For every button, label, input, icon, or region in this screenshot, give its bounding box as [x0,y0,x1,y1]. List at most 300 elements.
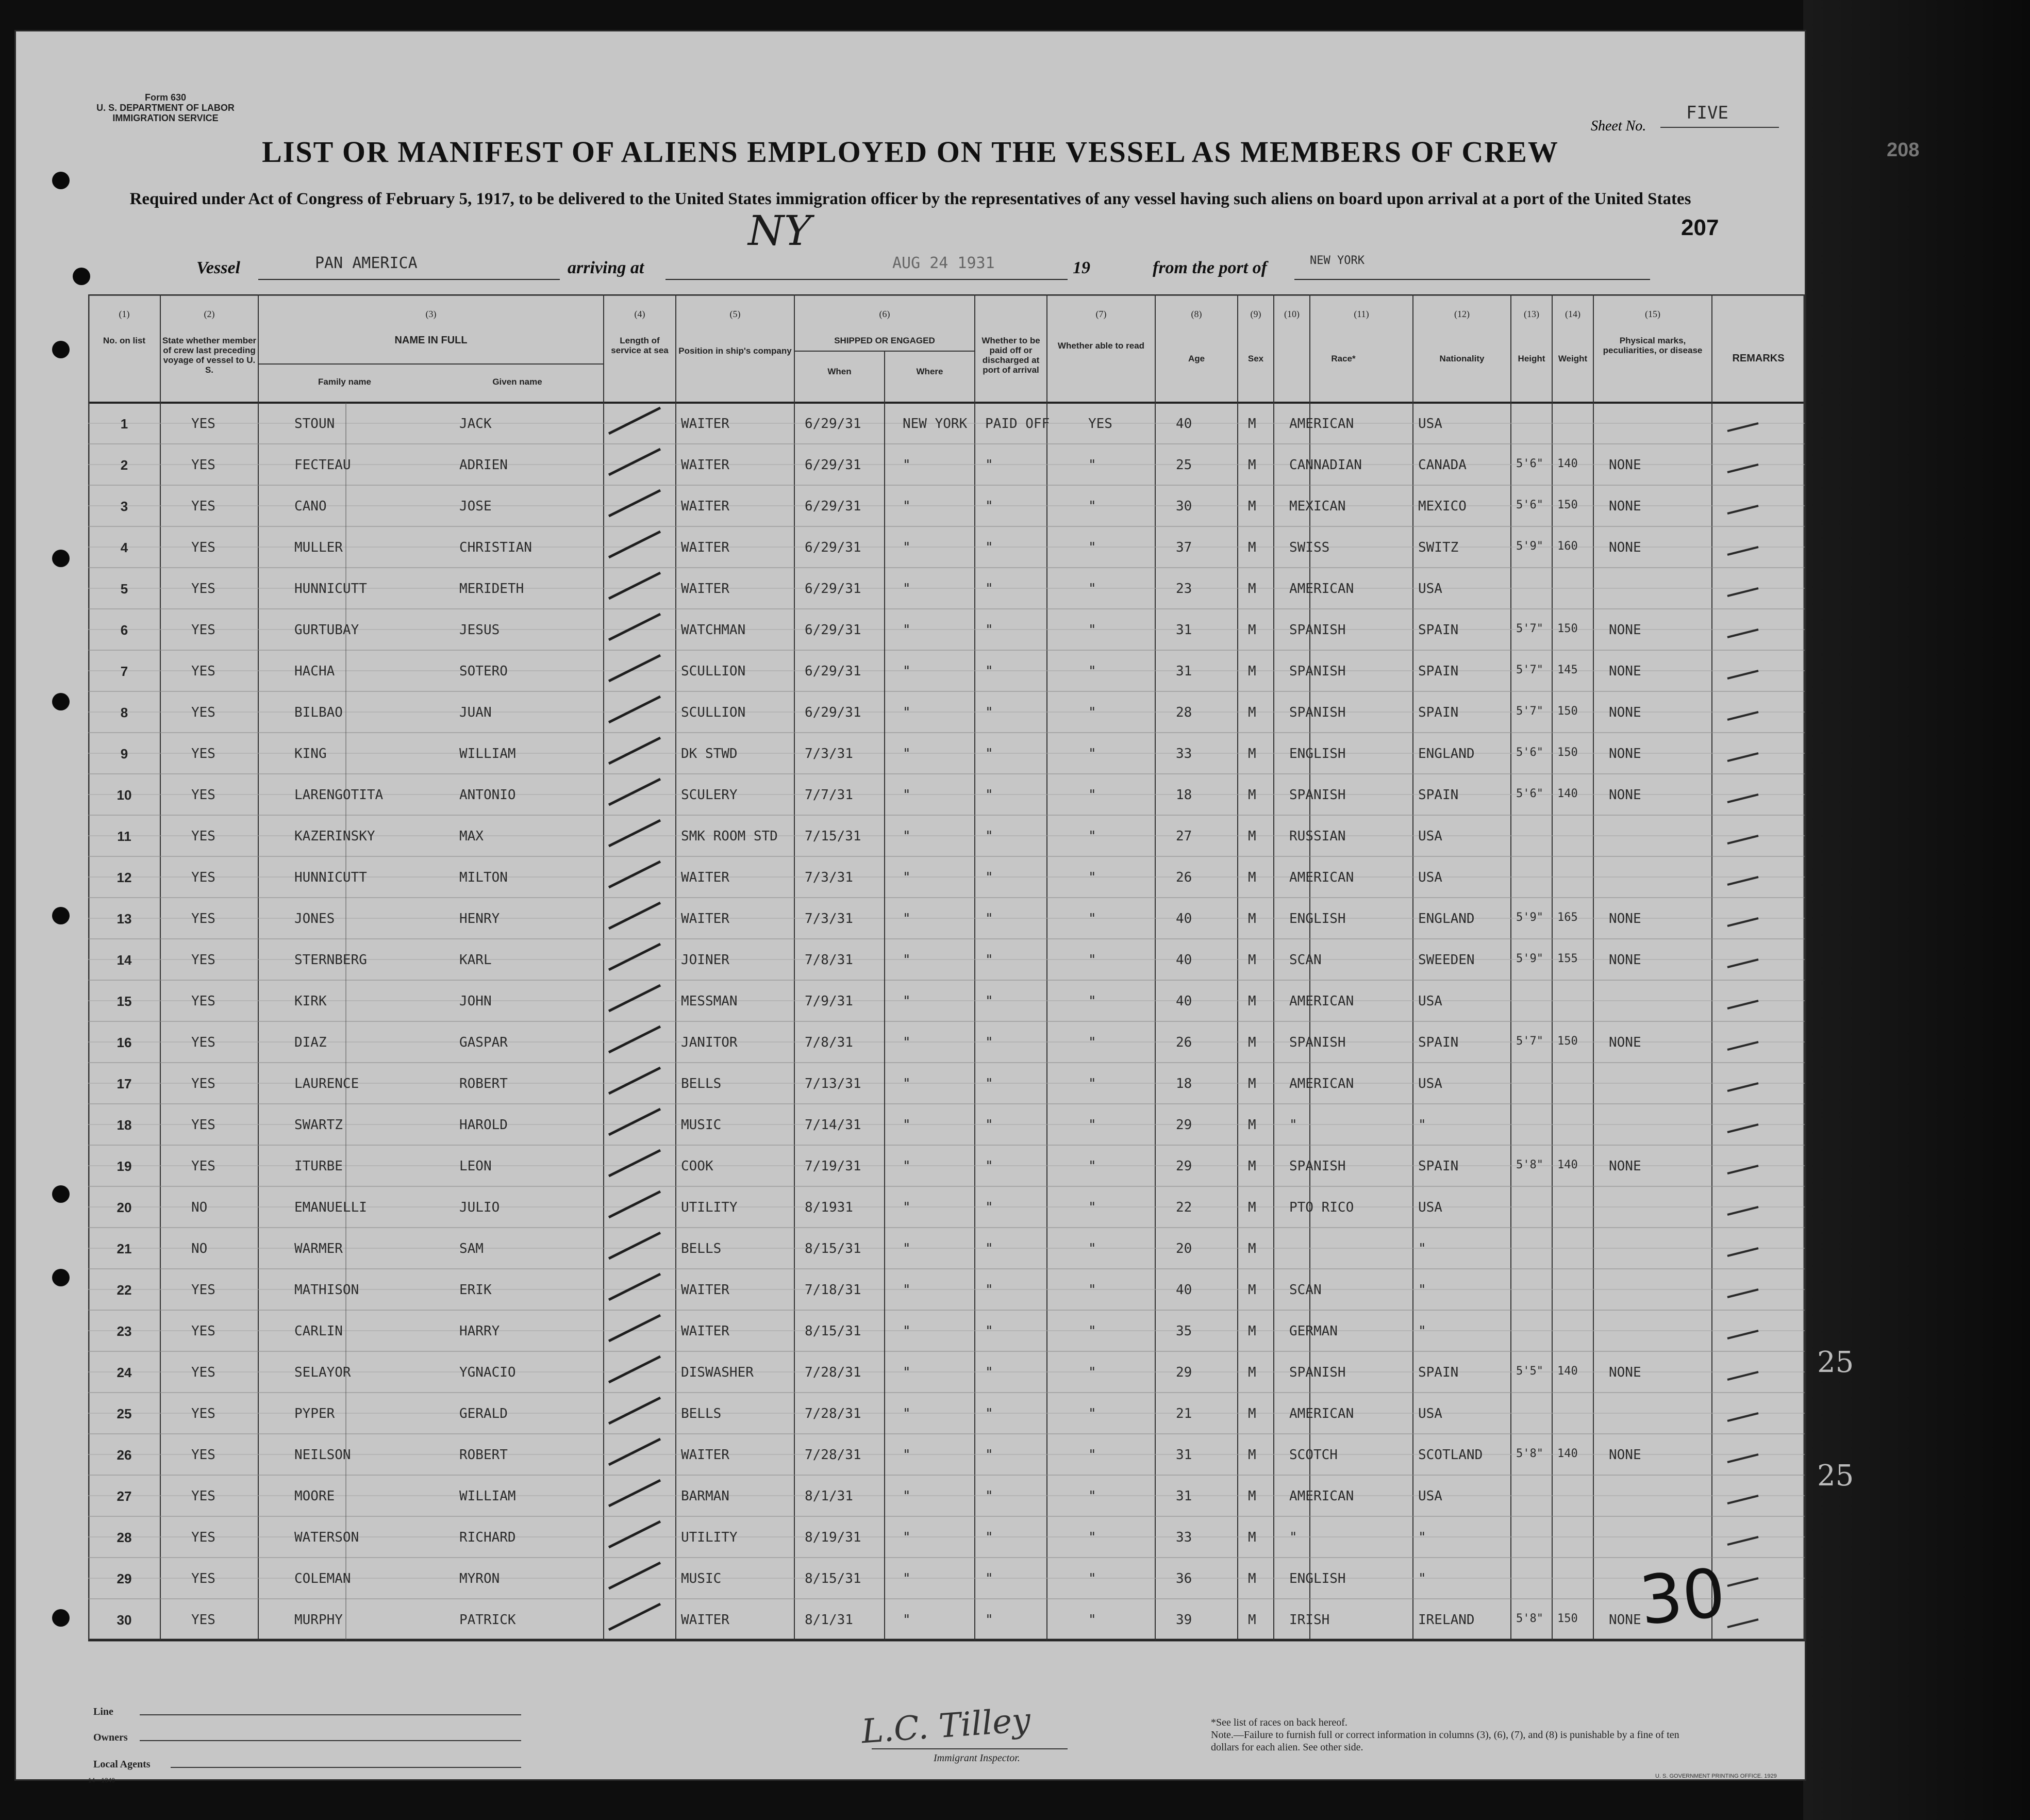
cell-given-name: HARRY [459,1323,500,1339]
check-mark [609,903,660,929]
cell-weight: 150 [1557,705,1578,718]
cell-position: UTILITY [681,1530,738,1545]
row-number: 8 [120,705,128,720]
cell-paid-off: " [985,994,993,1009]
cell-prev-voyage: YES [191,457,215,473]
row-number: 1 [120,416,128,432]
cell-nationality: USA [1418,416,1442,432]
column-number: (5) [729,309,741,319]
col-header-remarks: REMARKS [1732,353,1785,364]
cell-age: 31 [1176,664,1192,679]
check-mark [609,697,660,722]
cell-family-name: MULLER [294,540,343,555]
cell-family-name: HUNNICUTT [294,581,367,597]
cell-age: 27 [1176,829,1192,844]
cell-able-read: " [1088,1530,1096,1545]
cell-given-name: WILLIAM [459,746,516,762]
from-port-line [1294,279,1650,280]
cell-paid-off: " [985,664,993,679]
cell-weight: 150 [1557,622,1578,635]
cell-paid-off: " [985,952,993,968]
remarks-tick [1727,1372,1758,1380]
cell-sex: M [1248,1488,1256,1504]
cell-height: 5'7" [1516,1035,1543,1048]
cell-given-name: YGNACIO [459,1365,516,1380]
from-port-label: from the port of [1153,258,1267,277]
check-mark [609,820,660,846]
check-mark [609,1521,660,1547]
cell-age: 28 [1176,705,1192,720]
cell-sex: M [1248,622,1256,638]
cell-nationality: USA [1418,581,1442,597]
arriving-value: NY [748,207,811,255]
row-number: 9 [120,746,128,762]
line-label: Line [93,1706,113,1717]
row-number: 26 [117,1447,132,1463]
cell-family-name: KIRK [294,994,327,1009]
cell-age: 29 [1176,1365,1192,1380]
cell-nationality: SWITZ [1418,540,1459,555]
cell-given-name: KARL [459,952,492,968]
cell-given-name: WILLIAM [459,1488,516,1504]
row-number: 15 [117,994,132,1009]
margin-mark-2: 25 [1817,1459,1854,1493]
column-number: (6) [879,309,890,319]
cell-race: SPANISH [1289,1159,1346,1174]
cell-race: RUSSIAN [1289,829,1346,844]
cell-when: 7/9/31 [805,994,853,1009]
cell-age: 30 [1176,499,1192,514]
cell-prev-voyage: YES [191,746,215,762]
punch-hole [52,1269,70,1286]
check-mark [609,779,660,805]
cell-when: 6/29/31 [805,499,861,514]
cell-family-name: DIAZ [294,1035,327,1050]
cell-sex: M [1248,829,1256,844]
cell-sex: M [1248,746,1256,762]
check-mark [609,655,660,681]
cell-race: AMERICAN [1289,581,1354,597]
cell-age: 33 [1176,746,1192,762]
cell-able-read: YES [1088,416,1112,432]
row-number: 24 [117,1365,132,1380]
cell-where: " [903,499,911,514]
check-mark [609,614,660,640]
cell-position: UTILITY [681,1200,738,1215]
stamp-number: 208 [1887,139,1920,161]
cell-prev-voyage: YES [191,787,215,803]
cell-able-read: " [1088,829,1096,844]
cell-given-name: SOTERO [459,664,508,679]
cell-paid-off: " [985,457,993,473]
row-number: 3 [120,499,128,514]
cell-where: " [903,705,911,720]
row-number: 4 [120,540,128,555]
cell-able-read: " [1088,1282,1096,1298]
cell-paid-off: " [985,1323,993,1339]
cell-paid-off: " [985,1159,993,1174]
row-number: 27 [117,1488,132,1504]
col-header-height: Height [1518,354,1545,363]
cell-nationality: " [1418,1282,1426,1298]
cell-where: " [903,1447,911,1463]
page-number: 207 [1681,215,1719,240]
cell-given-name: JUAN [459,705,492,720]
cell-where: " [903,1241,911,1256]
cell-prev-voyage: NO [191,1241,208,1256]
cell-position: WAITER [681,1323,729,1339]
cell-given-name: MERIDETH [459,581,524,597]
cell-position: WAITER [681,540,729,555]
cell-where: " [903,581,911,597]
cell-able-read: " [1088,1612,1096,1628]
cell-race: CANNADIAN [1289,457,1362,473]
remarks-tick [1727,1289,1758,1297]
cell-prev-voyage: YES [191,911,215,926]
cell-when: 8/15/31 [805,1241,861,1256]
vessel-label: Vessel [196,258,240,277]
cell-where: " [903,664,911,679]
punch-hole [52,341,70,358]
cell-family-name: NEILSON [294,1447,351,1463]
cell-height: 5'8" [1516,1447,1543,1460]
column-number: (12) [1454,309,1470,319]
cell-able-read: " [1088,911,1096,926]
sheet-no-label: Sheet No. [1591,118,1646,134]
remarks-tick [1727,1331,1758,1338]
cell-when: 6/29/31 [805,581,861,597]
check-mark [609,1068,660,1094]
cell-position: JANITOR [681,1035,738,1050]
column-number: (13) [1524,309,1539,319]
cell-paid-off: " [985,829,993,844]
cell-given-name: GASPAR [459,1035,508,1050]
row-number: 10 [117,787,132,803]
cell-race: ENGLISH [1289,911,1346,926]
cell-when: 6/29/31 [805,416,861,432]
column-number: (3) [425,309,437,319]
cell-given-name: ADRIEN [459,457,508,473]
owners-field [140,1740,521,1741]
cell-sex: M [1248,1612,1256,1628]
form-header [73,92,258,123]
cell-nationality: USA [1418,1076,1442,1091]
cell-family-name: JONES [294,911,335,926]
agents-label: Local Agents [93,1759,151,1770]
row-number: 11 [117,829,131,844]
cell-when: 7/3/31 [805,870,853,885]
cell-race: SPANISH [1289,705,1346,720]
cell-prev-voyage: NO [191,1200,208,1215]
cell-physical: NONE [1609,499,1641,514]
cell-able-read: " [1088,870,1096,885]
cell-nationality: SPAIN [1418,787,1459,803]
cell-sex: M [1248,1323,1256,1339]
row-number: 12 [117,870,132,885]
cell-when: 8/1/31 [805,1488,853,1504]
cell-able-read: " [1088,1241,1096,1256]
cell-family-name: WATERSON [294,1530,359,1545]
cell-where: " [903,1488,911,1504]
check-mark [609,490,660,516]
cell-family-name: CANO [294,499,327,514]
cell-sex: M [1248,705,1256,720]
cell-family-name: MURPHY [294,1612,343,1628]
check-mark [609,1192,660,1217]
signature-line [872,1748,1068,1749]
cell-weight: 140 [1557,1365,1578,1378]
cell-when: 6/29/31 [805,705,861,720]
cell-able-read: " [1088,1159,1096,1174]
cell-given-name: CHRISTIAN [459,540,532,555]
cell-age: 39 [1176,1612,1192,1628]
punch-hole [52,550,70,567]
punch-hole [52,1185,70,1203]
cell-where: " [903,994,911,1009]
cell-paid-off: " [985,870,993,885]
cell-height: 5'6" [1516,457,1543,470]
col-header-given: Given name [492,377,542,387]
cell-nationality: MEXICO [1418,499,1467,514]
cell-given-name: SAM [459,1241,484,1256]
cell-given-name: LEON [459,1159,492,1174]
cell-sex: M [1248,457,1256,473]
cell-able-read: " [1088,1447,1096,1463]
cell-nationality: IRELAND [1418,1612,1475,1628]
cell-sex: M [1248,1282,1256,1298]
cell-where: " [903,1530,911,1545]
cell-family-name: MOORE [294,1488,335,1504]
form-number: Form 630 [144,92,187,103]
cell-position: BELLS [681,1406,722,1421]
cell-able-read: " [1088,1571,1096,1586]
cell-position: WAITER [681,581,729,597]
cell-sex: M [1248,1241,1256,1256]
vessel-line [258,279,560,280]
cell-able-read: " [1088,1200,1096,1215]
cell-given-name: JULIO [459,1200,500,1215]
column-number: (4) [634,309,645,319]
cell-sex: M [1248,1200,1256,1215]
cell-able-read: " [1088,746,1096,762]
cell-where: " [903,457,911,473]
cell-family-name: WARMER [294,1241,343,1256]
cell-family-name: CARLIN [294,1323,343,1339]
cell-race: SWISS [1289,540,1330,555]
cell-when: 7/15/31 [805,829,861,844]
cell-prev-voyage: YES [191,1117,215,1133]
table-grid [88,294,1805,1686]
col-header-shipped: SHIPPED OR ENGAGED [834,336,935,345]
row-number: 17 [117,1076,132,1091]
cell-given-name: JOHN [459,994,492,1009]
cell-position: SCULLION [681,664,746,679]
row-number: 7 [120,664,128,679]
cell-prev-voyage: YES [191,1035,215,1050]
cell-able-read: " [1088,994,1096,1009]
cell-position: DK STWD [681,746,738,762]
remarks-tick [1727,1042,1758,1050]
column-number: (7) [1095,309,1107,319]
cell-race: AMERICAN [1289,1076,1354,1091]
row-number: 25 [117,1406,132,1421]
cell-given-name: ERIK [459,1282,492,1298]
cell-weight: 150 [1557,1612,1578,1625]
remarks-tick [1727,1124,1758,1132]
agents-field [171,1767,521,1768]
cell-prev-voyage: YES [191,1571,215,1586]
check-mark [609,449,660,475]
cell-age: 26 [1176,870,1192,885]
cell-race: IRISH [1289,1612,1330,1628]
cell-physical: NONE [1609,1035,1641,1050]
cell-prev-voyage: YES [191,1530,215,1545]
cell-where: " [903,540,911,555]
column-number: (11) [1354,309,1369,319]
cell-race: ENGLISH [1289,746,1346,762]
cell-sex: M [1248,1159,1256,1174]
col-header-length: Length of service at sea [611,336,669,355]
cell-where: " [903,1035,911,1050]
cell-nationality: " [1418,1117,1426,1133]
cell-height: 5'9" [1516,952,1543,965]
cell-paid-off: " [985,1612,993,1628]
cell-position: MUSIC [681,1571,722,1586]
check-mark [609,573,660,599]
col-header-age: Age [1188,354,1205,363]
cell-position: WAITER [681,1282,729,1298]
cell-age: 29 [1176,1117,1192,1133]
cell-paid-off: " [985,1117,993,1133]
cell-weight: 140 [1557,1447,1578,1460]
cell-sex: M [1248,664,1256,679]
cell-given-name: MYRON [459,1571,500,1586]
cell-nationality: " [1418,1323,1426,1339]
cell-prev-voyage: YES [191,1282,215,1298]
check-mark [609,1356,660,1382]
cell-paid-off: " [985,1365,993,1380]
cell-race: SCAN [1289,1282,1322,1298]
cell-prev-voyage: YES [191,1365,215,1380]
cell-height: 5'7" [1516,705,1543,718]
cell-paid-off: " [985,1076,993,1091]
cell-age: 18 [1176,1076,1192,1091]
cell-physical: NONE [1609,664,1641,679]
cell-prev-voyage: YES [191,1159,215,1174]
cell-position: COOK [681,1159,713,1174]
row-number: 16 [117,1035,132,1050]
cell-where: " [903,1159,911,1174]
cell-weight: 140 [1557,787,1578,800]
cell-physical: NONE [1609,952,1641,968]
column-number: (15) [1645,309,1660,319]
cell-sex: M [1248,1406,1256,1421]
cell-family-name: BILBAO [294,705,343,720]
inspector-signature: L.C. Tilley [860,1701,1032,1751]
cell-position: WATCHMAN [681,622,746,638]
cell-when: 7/28/31 [805,1406,861,1421]
col-header-when: When [827,367,852,376]
cell-where: " [903,1076,911,1091]
cell-able-read: " [1088,1117,1096,1133]
cell-when: 8/15/31 [805,1571,861,1586]
cell-able-read: " [1088,787,1096,803]
row-number: 28 [117,1530,132,1545]
cell-prev-voyage: YES [191,1323,215,1339]
cell-prev-voyage: YES [191,994,215,1009]
cell-where: " [903,1365,911,1380]
cell-position: WAITER [681,1447,729,1463]
cell-prev-voyage: YES [191,1447,215,1463]
cell-sex: M [1248,581,1256,597]
cell-race: SPANISH [1289,1035,1346,1050]
cell-weight: 165 [1557,911,1578,924]
cell-where: " [903,746,911,762]
cell-family-name: KING [294,746,327,762]
cell-where: " [903,911,911,926]
cell-position: SMK ROOM STD [681,829,778,844]
cell-physical: NONE [1609,1612,1641,1628]
cell-prev-voyage: YES [191,416,215,432]
cell-weight: 155 [1557,952,1578,965]
cell-given-name: JACK [459,416,492,432]
cell-able-read: " [1088,499,1096,514]
cell-where: " [903,1200,911,1215]
cell-age: 23 [1176,581,1192,597]
remarks-tick [1727,1001,1758,1008]
cell-paid-off: " [985,1571,993,1586]
cell-paid-off: " [985,911,993,926]
remarks-tick [1727,877,1758,885]
cell-age: 40 [1176,952,1192,968]
cell-where: " [903,1571,911,1586]
date-stamp: AUG 24 1931 [892,254,995,272]
cell-paid-off: " [985,705,993,720]
cell-able-read: " [1088,622,1096,638]
cell-when: 8/19/31 [805,1530,861,1545]
col-header-weight: Weight [1558,354,1588,363]
cell-race: SPANISH [1289,1365,1346,1380]
owners-label: Owners [93,1732,128,1743]
cell-when: 7/28/31 [805,1447,861,1463]
remarks-tick [1727,1578,1758,1586]
cell-race: SCAN [1289,952,1322,968]
year-label: 19 [1073,258,1090,277]
note-penalty: Note.—Failure to furnish full or correct information in columns (3), (6), (7), and (8) is punishable by a fine of ten dollars for each alien. See other side. [1211,1729,1679,1753]
cell-age: 29 [1176,1159,1192,1174]
cell-when: 7/7/31 [805,787,853,803]
row-number: 23 [117,1323,132,1339]
cell-height: 5'8" [1516,1159,1543,1171]
cell-able-read: " [1088,952,1096,968]
cell-when: 8/1931 [805,1200,853,1215]
remarks-tick [1727,1619,1758,1627]
cell-where: " [903,1406,911,1421]
punch-hole [52,907,70,924]
footer-notes [1211,1716,1701,1753]
cell-paid-off: " [985,622,993,638]
cell-position: WAITER [681,499,729,514]
cell-family-name: MATHISON [294,1282,359,1298]
check-mark [609,944,660,970]
cell-given-name: GERALD [459,1406,508,1421]
arriving-line [665,279,1068,280]
check-mark [609,1398,660,1424]
cell-age: 37 [1176,540,1192,555]
cell-paid-off: " [985,1200,993,1215]
check-mark [609,738,660,764]
cell-when: 6/29/31 [805,664,861,679]
